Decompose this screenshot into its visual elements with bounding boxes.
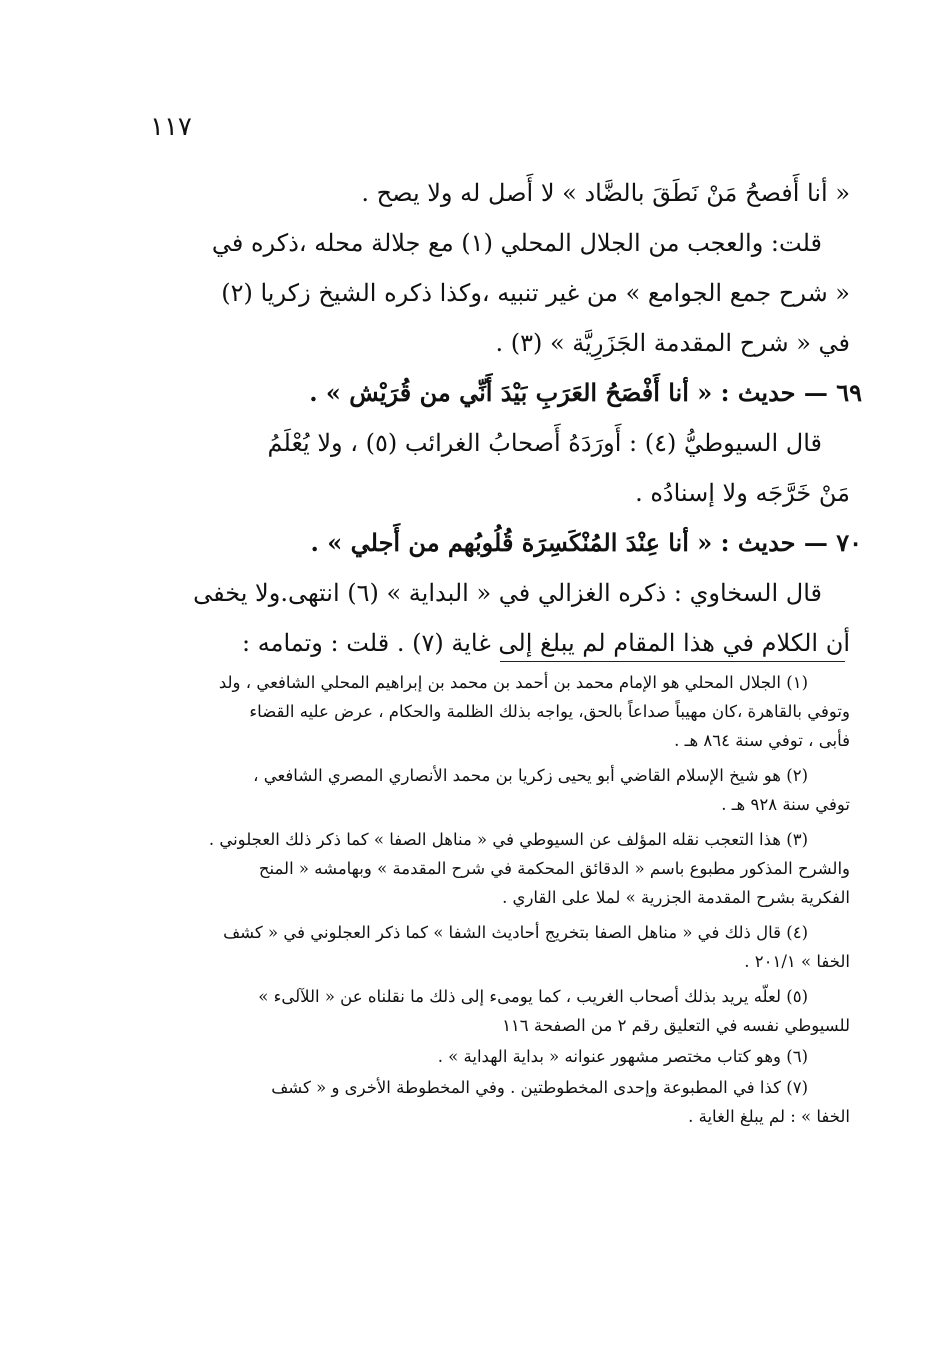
text-line: أن الكلام في هذا المقام لم يبلغ إلى غاية (٧) . قلت : وتمامه :: [242, 629, 850, 657]
footnotes: [160, 668, 850, 1131]
footnote-line: توفي سنة ٩٢٨ هـ .: [721, 795, 850, 814]
text-line: قال السخاوي : ذكره الغزالي في « البداية » (٦) انتهى.ولا يخفى: [193, 579, 822, 607]
footnote-line: (٣) هذا التعجب نقله المؤلف عن السيوطي في « مناهل الصفا » كما ذكر ذلك العجلوني .: [208, 830, 808, 849]
footnote-6: [160, 1042, 850, 1071]
footnote-2: [160, 761, 850, 819]
footnote-4: [160, 918, 850, 976]
footnote-line: (٤) قال ذلك في « مناهل الصفا بتخريج أحاديث الشفا » كما ذكر العجلوني في « كشف: [223, 923, 808, 942]
text-line: قلت: والعجب من الجلال المحلي (١) مع جلالة محله ،ذكره في: [211, 229, 822, 257]
hadith-entry-70: ٧٠ — حديث : « أنا عِنْدَ المُنْكَسِرَة قُلُوبُهم من أَجلي » .: [310, 528, 862, 557]
text-line: « أنا أَفصحُ مَنْ نَطَقَ بالضَّاد » لا أَصل له ولا يصح .: [361, 179, 850, 207]
footnote-line: (١) الجلال المحلي هو الإمام محمد بن أحمد بن محمد بن إبراهيم المحلي الشافعي ، ولد: [218, 673, 808, 692]
footnote-line: (٦) وهو كتاب مختصر مشهور عنوانه « بداية الهداية » .: [437, 1047, 808, 1066]
text-line: قال السيوطيُّ (٤) : أَورَدَهُ أَصحابُ الغرائب (٥) ، ولا يُعْلَمُ: [267, 429, 822, 457]
footnote-line: والشرح المذكور مطبوع باسم « الدقائق المحكمة في شرح المقدمة » وبهامشه « المنح: [258, 859, 850, 878]
footnote-3: [160, 825, 850, 912]
footnote-line: (٧) كذا في المطبوعة وإحدى المخطوطتين . وفي المخطوطة الأخرى و « كشف: [271, 1078, 808, 1097]
footnote-separator: [500, 661, 845, 662]
footnote-line: فأبى ، توفي سنة ٨٦٤ هـ .: [674, 731, 850, 750]
footnote-line: الخفا » ٢٠١/١ .: [744, 952, 850, 971]
footnote-7: [160, 1073, 850, 1131]
page-number: ١١٧: [150, 112, 192, 142]
text-line: في « شرح المقدمة الجَزَرِيَّة » (٣) .: [495, 329, 850, 357]
footnote-line: (٢) هو شيخ الإسلام القاضي أبو يحيى زكريا بن محمد الأنصاري المصري الشافعي ،: [253, 766, 808, 785]
footnote-line: (٥) لعلّه يريد بذلك أصحاب الغريب ، كما يومىء إلى ذلك ما نقلناه عن « اللآلىء »: [258, 987, 808, 1006]
footnote-1: [160, 668, 850, 755]
main-text: [160, 168, 862, 668]
text-line: « شرح جمع الجوامع » من غير تنبيه ،وكذا ذكره الشيخ زكريا (٢): [221, 279, 850, 307]
footnote-line: الخفا » : لم يبلغ الغاية .: [688, 1107, 850, 1126]
footnote-line: الفكرية بشرح المقدمة الجزرية » لملا على القاري .: [502, 888, 850, 907]
hadith-entry-69: ٦٩ — حديث : « أنا أَفْصَحُ العَرَبِ بَيْدَ أَنِّي من قُرَيْش » .: [309, 378, 862, 407]
footnote-5: [160, 982, 850, 1040]
footnote-line: وتوفي بالقاهرة ،كان مهيباً صداعاً بالحق، يواجه بذلك الظلمة والحكام ، عرض عليه القضاء: [249, 702, 850, 721]
footnote-line: للسيوطي نفسه في التعليق رقم ٢ من الصفحة ١١٦: [502, 1016, 850, 1035]
text-line: مَنْ خَرَّجَه ولا إسنادُه .: [635, 479, 850, 507]
